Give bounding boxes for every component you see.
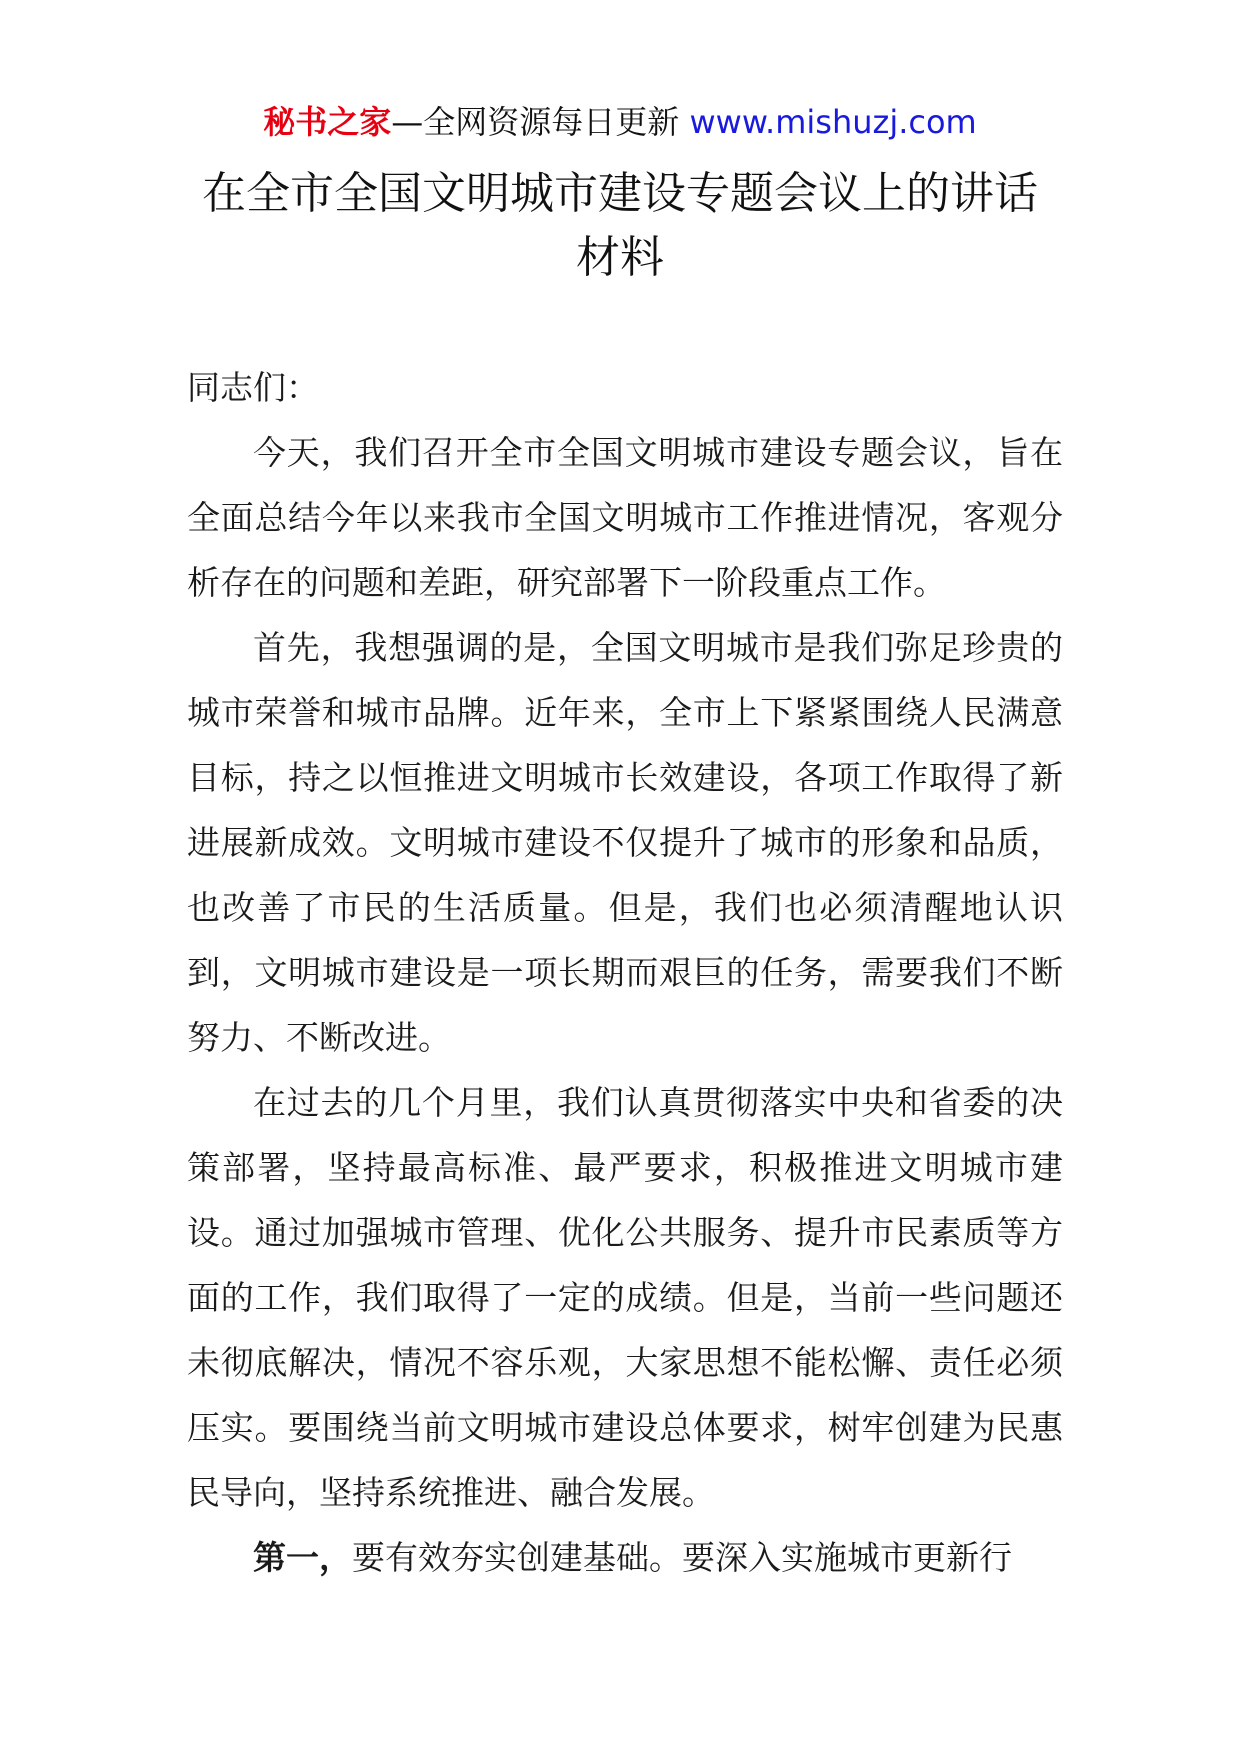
paragraph-2: 首先，我想强调的是，全国文明城市是我们弥足珍贵的城市荣誉和城市品牌。近年来，全市上下紧紧围绕人民满意目标，持之以恒推进文明城市长效建设，各项工作取得了新进展新成效。文明城市建设不仅提升了城市的形象和品质，也改善了市民的生活质量。但是，我们也必须清醒地认识到，文明城市建设是一项长期而艰巨的任务，需要我们不断努力、不断改进。 xyxy=(187,628,1063,1057)
paragraph-4 xyxy=(187,1525,1063,1590)
title-line-2: 材料 xyxy=(576,232,664,283)
brand-name: 秘书之家 xyxy=(263,103,392,141)
paragraph-4-text: 要有效夯实创建基础。要深入实施城市更新行 xyxy=(352,1538,1012,1577)
paragraph-4-lead: 第一， xyxy=(253,1538,352,1577)
brand-tagline: —全网资源每日更新 xyxy=(391,103,680,141)
paragraph-1: 今天，我们召开全市全国文明城市建设专题会议，旨在全面总结今年以来我市全国文明城市工作推进情况，客观分析存在的问题和差距，研究部署下一阶段重点工作。 xyxy=(187,433,1063,602)
site-header xyxy=(0,100,1240,144)
paragraph-3: 在过去的几个月里，我们认真贯彻落实中央和省委的决策部署，坚持最高标准、最严要求，积极推进文明城市建设。通过加强城市管理、优化公共服务、提升市民素质等方面的工作，我们取得了一定的成绩。但是，当前一些问题还未彻底解决，情况不容乐观，大家思想不能松懈、责任必须压实。要围绕当前文明城市建设总体要求，树牢创建为民惠民导向，坚持系统推进、融合发展。 xyxy=(187,1083,1063,1512)
title-line-1: 在全市全国文明城市建设专题会议上的讲话 xyxy=(202,168,1038,219)
document-body xyxy=(187,355,1063,1590)
salutation: 同志们： xyxy=(187,368,319,407)
document-title xyxy=(150,162,1090,290)
site-url-link[interactable]: www.mishuzj.com xyxy=(689,103,977,141)
